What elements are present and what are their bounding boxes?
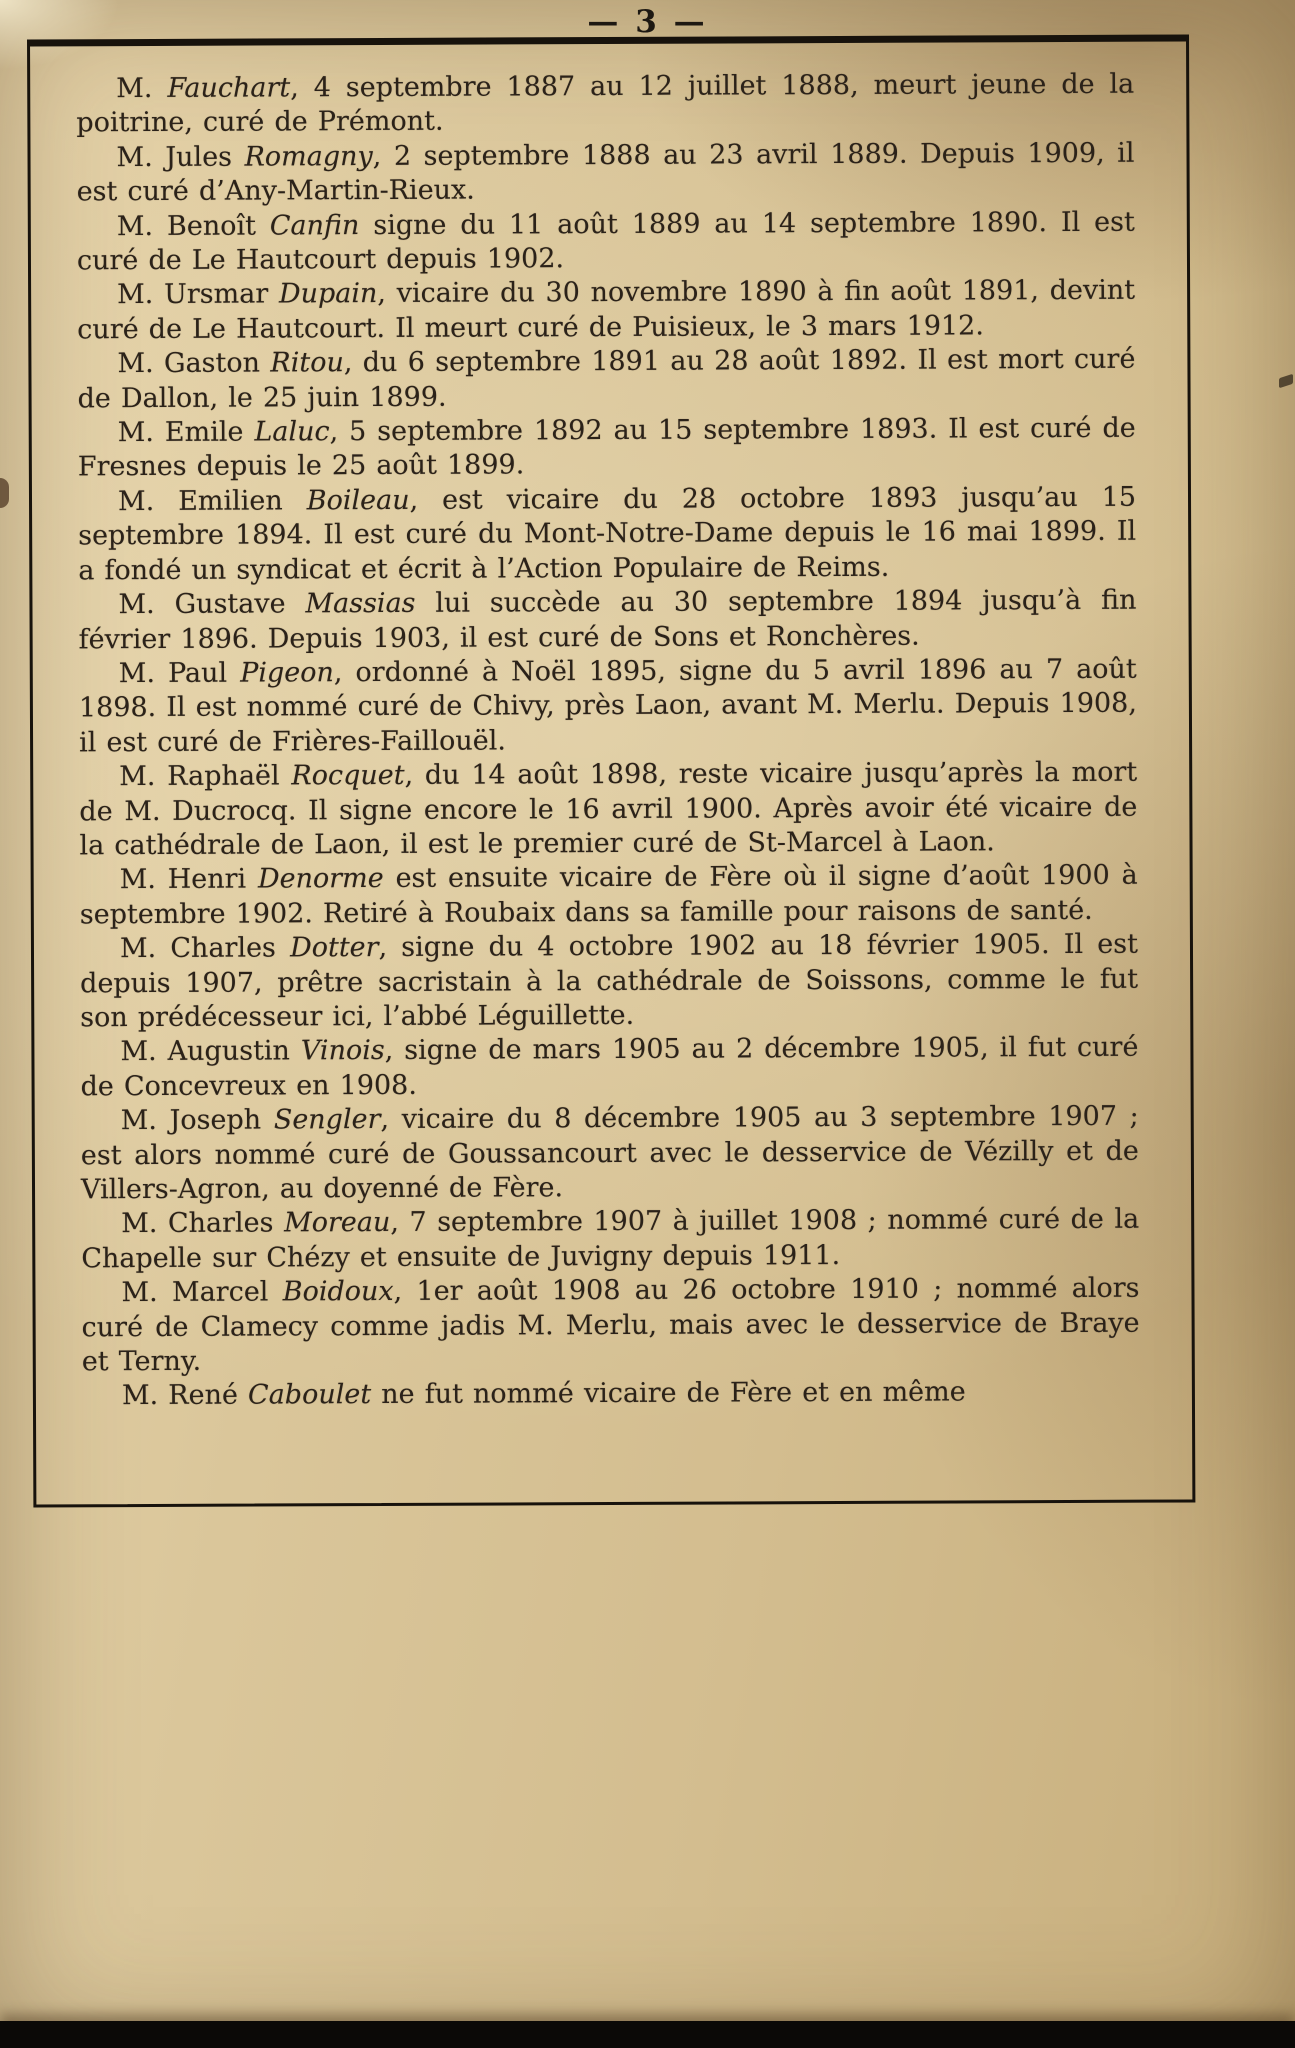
entry-text: , 4 septembre 1887 au 12 juillet 1888, meurt jeune de la poitrine, curé de Prémont. bbox=[76, 68, 1135, 139]
person-name: Canfin bbox=[269, 209, 360, 242]
entry-lead: M. Jules bbox=[116, 141, 245, 173]
entry-text: , est vicaire du 28 octobre 1893 jusqu’au 15 septembre 1894. Il est curé du Mont-Notre-Dame depuis le 16 mai 1899. Il a fondé un syndicat et écrit à l’Action Populaire de Reims. bbox=[78, 481, 1137, 587]
person-name: Massias bbox=[305, 587, 416, 620]
person-name: Sengler bbox=[273, 1104, 381, 1136]
entry bbox=[77, 274, 1135, 347]
person-name: Dotter bbox=[289, 932, 379, 964]
person-name: Pigeon bbox=[240, 657, 334, 689]
entry-lead: M. Augustin bbox=[120, 1035, 301, 1068]
paper-tear bbox=[0, 478, 9, 508]
entry bbox=[82, 1375, 1140, 1414]
entry bbox=[81, 1203, 1139, 1276]
entry bbox=[77, 343, 1135, 416]
entry bbox=[78, 481, 1136, 589]
entry-lead: M. Ursmar bbox=[117, 278, 280, 311]
entry-lead: M. Raphaël bbox=[119, 760, 292, 793]
paper-mark bbox=[1279, 374, 1293, 389]
entry-text: signe du 11 août 1889 au 14 septembre 1890. Il est curé de Le Hautcourt depuis 1902. bbox=[76, 206, 1135, 277]
person-name: Fauchart bbox=[167, 72, 291, 104]
entry-lead: M. Charles bbox=[121, 1207, 285, 1240]
entry-text: , signe de mars 1905 au 2 décembre 1905, il fut curé de Concevreux en 1908. bbox=[80, 1032, 1139, 1103]
document-body bbox=[76, 68, 1140, 1414]
entry-text: ne fut nommé vicaire de Fère et en même bbox=[371, 1376, 966, 1411]
entry bbox=[81, 1100, 1139, 1208]
entry bbox=[81, 1272, 1139, 1380]
entry-lead: M. Paul bbox=[118, 657, 241, 690]
entry-text: , vicaire du 30 novembre 1890 à fin août 1891, devint curé de Le Hautcourt. Il meurt curé de Puisieux, le 3 mars 1912. bbox=[77, 275, 1136, 346]
person-name: Denorme bbox=[257, 863, 384, 895]
entry bbox=[76, 137, 1134, 210]
person-name: Laluc bbox=[254, 416, 330, 448]
page-number: — 3 — bbox=[587, 4, 708, 40]
entry-text: , du 14 août 1898, reste vicaire jusqu’après la mort de M. Ducrocq. Il signe encore le 16 avril 1900. Après avoir été vicaire de la cathédrale de Laon, il est le premier curé de St-Marcel à Laon. bbox=[79, 756, 1138, 862]
entry-lead: M. Henri bbox=[119, 863, 259, 896]
person-name: Vinois bbox=[300, 1035, 385, 1067]
entry-text: , 1er août 1908 au 26 octobre 1910 ; nommé alors curé de Clamecy comme jadis M. Merlu, mais avec le desservice de Braye et Terny. bbox=[81, 1272, 1140, 1378]
person-name: Dupain bbox=[278, 278, 378, 310]
entry-lead: M. René bbox=[121, 1380, 249, 1412]
person-name: Moreau bbox=[283, 1207, 391, 1239]
entry-lead: M. Gustave bbox=[118, 588, 306, 621]
entry bbox=[80, 859, 1138, 932]
entry-lead: M. Emile bbox=[117, 416, 255, 449]
entry-text: , vicaire du 8 décembre 1905 au 3 septembre 1907 ; est alors nommé curé de Goussancourt avec le desservice de Vézilly et de Villers-Agron, au doyenné de Fère. bbox=[80, 1100, 1139, 1206]
entry-text: , du 6 septembre 1891 au 28 août 1892. Il est mort curé de Dallon, le 25 juin 1899. bbox=[77, 343, 1136, 414]
entry-lead: M. Gaston bbox=[117, 347, 271, 380]
entry-text: , 5 septembre 1892 au 15 septembre 1893. Il est curé de Fresnes depuis le 25 août 1899. bbox=[77, 412, 1136, 483]
entry-lead: M. Emilien bbox=[117, 485, 307, 518]
entry bbox=[79, 756, 1137, 864]
person-name: Ritou bbox=[270, 347, 344, 379]
entry-lead: M. Joseph bbox=[120, 1104, 274, 1137]
entry bbox=[76, 68, 1134, 141]
entry-text: , signe du 4 octobre 1902 au 18 février 1905. Il est depuis 1907, prêtre sacristain à la cathédrale de Soissons, comme le fut son prédécesseur ici, l’abbé Léguillette. bbox=[80, 928, 1139, 1034]
scan-edge-bar bbox=[0, 2021, 1295, 2048]
person-name: Boileau bbox=[306, 484, 410, 517]
entry bbox=[78, 584, 1136, 657]
entry-lead: M. Marcel bbox=[121, 1276, 283, 1309]
entry-text: lui succède au 30 septembre 1894 jusqu’à fin février 1896. Depuis 1903, il est curé de Sons et Ronchères. bbox=[78, 584, 1137, 655]
person-name: Boidoux bbox=[282, 1276, 394, 1308]
entry-lead: M. Benoît bbox=[116, 210, 270, 242]
entry bbox=[78, 412, 1136, 485]
entry bbox=[79, 653, 1137, 761]
entry-text: , ordonné à Noël 1895, signe du 5 avril 1896 au 7 août 1898. Il est nommé curé de Chivy, près Laon, avant M. Merlu. Depuis 1908, il est curé de Frières-Faillouël. bbox=[78, 653, 1137, 759]
entry-lead: M. Charles bbox=[119, 932, 291, 965]
person-name: Romagny bbox=[244, 140, 373, 173]
entry-lead: M. bbox=[116, 72, 168, 105]
entry bbox=[80, 1031, 1138, 1104]
entry-text: , 7 septembre 1907 à juillet 1908 ; nommé curé de la Chapelle sur Chézy et ensuite de Juvigny depuis 1911. bbox=[81, 1204, 1140, 1275]
person-name: Rocquet bbox=[291, 760, 405, 792]
entry-text: , 2 septembre 1888 au 23 avril 1889. Depuis 1909, il est curé d’Any-Martin-Rieux. bbox=[76, 137, 1135, 208]
document-frame bbox=[27, 34, 1195, 1507]
entry-text: est ensuite vicaire de Fère où il signe d’août 1900 à septembre 1902. Retiré à Roubaix dans sa famille pour raisons de santé. bbox=[79, 860, 1138, 931]
entry bbox=[77, 205, 1135, 278]
person-name: Caboulet bbox=[247, 1379, 372, 1412]
entry bbox=[80, 928, 1138, 1036]
